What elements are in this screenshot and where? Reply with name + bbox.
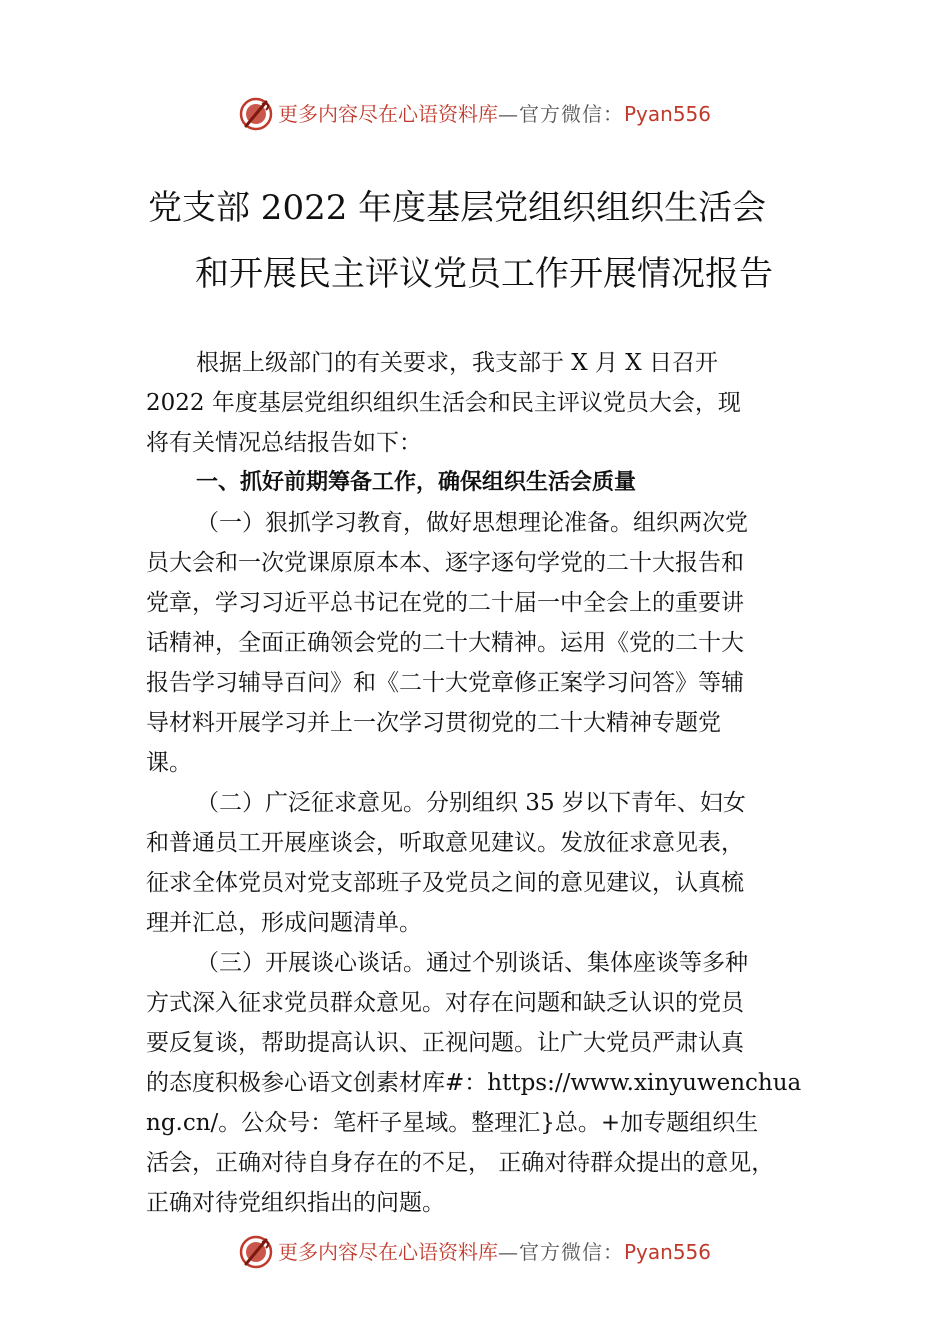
body-line: （二）广泛征求意见。分别组织 35 岁以下青年、妇女 xyxy=(196,790,746,816)
body-line: 方式深入征求党员群众意见。对存在问题和缺乏认识的党员 xyxy=(146,990,744,1016)
body-line: 要反复谈，帮助提高认识、正视问题。让广大党员严肃认真 xyxy=(146,1030,744,1056)
quill-pen-seal-icon xyxy=(238,96,274,132)
banner-text xyxy=(278,1240,711,1264)
body-line: 正确对待党组织指出的问题。 xyxy=(146,1190,445,1216)
body-line: 2022 年度基层党组织组织生活会和民主评议党员大会，现 xyxy=(146,390,741,416)
banner-wechat-id: Pyan556 xyxy=(624,102,712,126)
doc-title-line-2: 和开展民主评议党员工作开展情况报告 xyxy=(195,254,773,294)
header-banner xyxy=(0,94,950,134)
body-line: 课。 xyxy=(146,750,192,776)
body-line: 话精神，全面正确领会党的二十大精神。运用《党的二十大 xyxy=(146,630,744,656)
footer-banner xyxy=(0,1232,950,1272)
body-line: ng.cn/。公众号：笔杆子星域。整理汇}总。+加专题组织生 xyxy=(146,1110,759,1136)
body-line: （一）狠抓学习教育，做好思想理论准备。组织两次党 xyxy=(196,510,748,536)
section-heading: 一、抓好前期筹备工作，确保组织生活会质量 xyxy=(196,470,637,495)
banner-site-text: 更多内容尽在心语资料库 xyxy=(278,102,498,126)
banner-separator: — xyxy=(498,102,519,126)
body-line: 和普通员工开展座谈会，听取意见建议。发放征求意见表， xyxy=(146,830,744,856)
banner-wechat-label: 官方微信： xyxy=(519,102,624,126)
body-line: 的态度积极参心语文创素材库#：https://www.xinyuwenchua xyxy=(146,1070,802,1096)
body-line: 导材料开展学习并上一次学习贯彻党的二十大精神专题党 xyxy=(146,710,721,736)
doc-title-line-1: 党支部 2022 年度基层党组织组织生活会 xyxy=(148,188,767,228)
body-line: 根据上级部门的有关要求，我支部于 X 月 X 日召开 xyxy=(196,350,718,376)
body-line: 理并汇总，形成问题清单。 xyxy=(146,910,422,936)
doc-body xyxy=(146,343,836,1223)
body-line: 将有关情况总结报告如下： xyxy=(146,430,422,456)
banner-wechat-label: 官方微信： xyxy=(519,1240,624,1264)
banner-wechat-id: Pyan556 xyxy=(624,1240,712,1264)
body-line: （三）开展谈心谈话。通过个别谈话、集体座谈等多种 xyxy=(196,950,748,976)
banner-separator: — xyxy=(498,1240,519,1264)
body-line: 党章，学习习近平总书记在党的二十届一中全会上的重要讲 xyxy=(146,590,744,616)
body-line: 活会，正确对待自身存在的不足， 正确对待群众提出的意见， xyxy=(146,1150,775,1176)
body-line: 报告学习辅导百问》和《二十大党章修正案学习问答》等辅 xyxy=(146,670,744,696)
banner-site-text: 更多内容尽在心语资料库 xyxy=(278,1240,498,1264)
quill-pen-seal-icon xyxy=(238,1234,274,1270)
banner-text xyxy=(278,102,711,126)
body-line: 征求全体党员对党支部班子及党员之间的意见建议，认真梳 xyxy=(146,870,744,896)
body-line: 员大会和一次党课原原本本、逐字逐句学党的二十大报告和 xyxy=(146,550,744,576)
